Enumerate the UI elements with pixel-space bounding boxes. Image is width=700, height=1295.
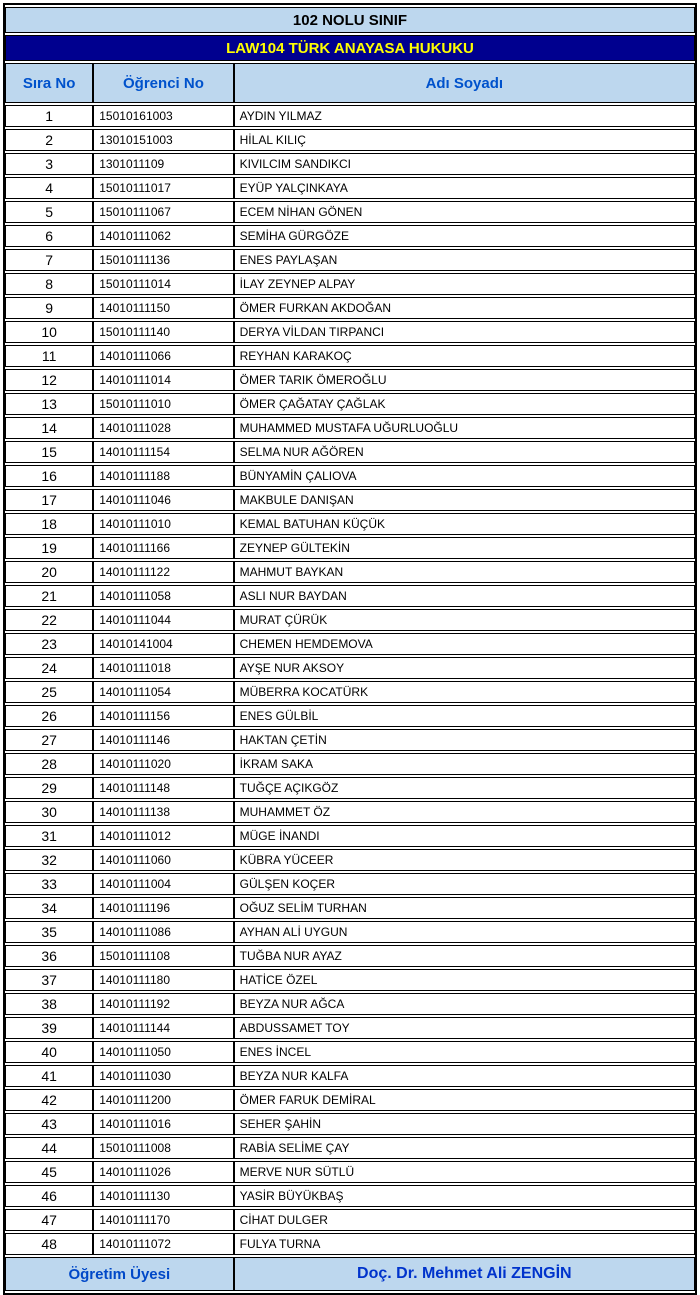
table-row (5, 513, 695, 535)
table-row (5, 561, 695, 583)
table-row (5, 417, 695, 439)
student-id: 14010141004 (93, 633, 233, 655)
student-id: 14010111192 (93, 993, 233, 1015)
student-id: 14010111200 (93, 1089, 233, 1111)
student-name: MÜBERRA KOCATÜRK (234, 681, 695, 703)
student-name: YASİR BÜYÜKBAŞ (234, 1185, 695, 1207)
table-row (5, 129, 695, 151)
student-id: 15010111140 (93, 321, 233, 343)
row-number: 4 (5, 177, 93, 199)
student-id: 14010111014 (93, 369, 233, 391)
student-id: 14010111012 (93, 825, 233, 847)
student-id: 14010111150 (93, 297, 233, 319)
table-row (5, 1065, 695, 1087)
student-id: 14010111138 (93, 801, 233, 823)
row-number: 48 (5, 1233, 93, 1255)
row-number: 28 (5, 753, 93, 775)
column-header-row (5, 63, 695, 103)
student-id: 14010111072 (93, 1233, 233, 1255)
row-number: 44 (5, 1137, 93, 1159)
student-id: 14010111146 (93, 729, 233, 751)
student-id: 14010111122 (93, 561, 233, 583)
table-row (5, 969, 695, 991)
student-name: ÖMER TARIK ÖMEROĞLU (234, 369, 695, 391)
student-id: 14010111154 (93, 441, 233, 463)
student-id: 14010111130 (93, 1185, 233, 1207)
table-row (5, 441, 695, 463)
student-id: 15010111014 (93, 273, 233, 295)
table-row (5, 465, 695, 487)
row-number: 39 (5, 1017, 93, 1039)
table-row (5, 201, 695, 223)
student-name: MUHAMMED MUSTAFA UĞURLUOĞLU (234, 417, 695, 439)
row-number: 13 (5, 393, 93, 415)
row-number: 5 (5, 201, 93, 223)
student-id: 14010111030 (93, 1065, 233, 1087)
table-row (5, 1161, 695, 1183)
student-name: ENES İNCEL (234, 1041, 695, 1063)
table-row (5, 1017, 695, 1039)
table-row (5, 657, 695, 679)
table-row (5, 273, 695, 295)
student-name: TUĞBA NUR AYAZ (234, 945, 695, 967)
row-number: 32 (5, 849, 93, 871)
row-number: 24 (5, 657, 93, 679)
student-name: FULYA TURNA (234, 1233, 695, 1255)
student-name: BÜNYAMİN ÇALIOVA (234, 465, 695, 487)
table-row (5, 849, 695, 871)
table-row (5, 321, 695, 343)
classroom-title: 102 NOLU SINIF (5, 7, 695, 33)
student-id: 14010111044 (93, 609, 233, 631)
student-id: 15010161003 (93, 105, 233, 127)
student-id: 15010111108 (93, 945, 233, 967)
student-id: 14010111196 (93, 897, 233, 919)
student-name: HATİCE ÖZEL (234, 969, 695, 991)
student-id: 14010111062 (93, 225, 233, 247)
table-row (5, 537, 695, 559)
student-name: MUHAMMET ÖZ (234, 801, 695, 823)
row-number: 6 (5, 225, 93, 247)
student-rows (5, 105, 695, 1255)
table-row (5, 729, 695, 751)
student-name: İLAY ZEYNEP ALPAY (234, 273, 695, 295)
student-id: 14010111144 (93, 1017, 233, 1039)
student-name: BEYZA NUR KALFA (234, 1065, 695, 1087)
row-number: 43 (5, 1113, 93, 1135)
row-number: 29 (5, 777, 93, 799)
student-name: SEMİHA GÜRGÖZE (234, 225, 695, 247)
student-id: 14010111060 (93, 849, 233, 871)
table-row (5, 1137, 695, 1159)
student-name: HAKTAN ÇETİN (234, 729, 695, 751)
row-number: 45 (5, 1161, 93, 1183)
student-name: ENES GÜLBİL (234, 705, 695, 727)
table-row (5, 1041, 695, 1063)
row-number: 41 (5, 1065, 93, 1087)
row-number: 11 (5, 345, 93, 367)
row-number: 34 (5, 897, 93, 919)
row-number: 27 (5, 729, 93, 751)
class-roster-table (3, 3, 697, 1295)
student-id: 14010111020 (93, 753, 233, 775)
student-name: ECEM NİHAN GÖNEN (234, 201, 695, 223)
student-id: 14010111170 (93, 1209, 233, 1231)
table-row (5, 585, 695, 607)
student-name: MURAT ÇÜRÜK (234, 609, 695, 631)
row-number: 40 (5, 1041, 93, 1063)
course-title: LAW104 TÜRK ANAYASA HUKUKU (5, 35, 695, 61)
student-id: 14010111156 (93, 705, 233, 727)
table-row (5, 921, 695, 943)
student-name: SEHER ŞAHİN (234, 1113, 695, 1135)
student-id: 14010111058 (93, 585, 233, 607)
student-id: 14010111046 (93, 489, 233, 511)
student-name: ZEYNEP GÜLTEKİN (234, 537, 695, 559)
classroom-title-row (5, 7, 695, 33)
student-name: HİLAL KILIÇ (234, 129, 695, 151)
row-number: 38 (5, 993, 93, 1015)
student-id: 15010111067 (93, 201, 233, 223)
student-name: REYHAN KARAKOÇ (234, 345, 695, 367)
student-name: ENES PAYLAŞAN (234, 249, 695, 271)
row-number: 3 (5, 153, 93, 175)
student-name: DERYA VİLDAN TIRPANCI (234, 321, 695, 343)
table-row (5, 945, 695, 967)
row-number: 18 (5, 513, 93, 535)
student-name: OĞUZ SELİM TURHAN (234, 897, 695, 919)
student-name: EYÜP YALÇINKAYA (234, 177, 695, 199)
table-row (5, 1209, 695, 1231)
row-number: 2 (5, 129, 93, 151)
row-number: 36 (5, 945, 93, 967)
row-number: 7 (5, 249, 93, 271)
student-name: MÜGE İNANDI (234, 825, 695, 847)
row-number: 9 (5, 297, 93, 319)
student-id: 14010111018 (93, 657, 233, 679)
table-row (5, 873, 695, 895)
student-name: ÖMER FARUK DEMİRAL (234, 1089, 695, 1111)
student-name: MAHMUT BAYKAN (234, 561, 695, 583)
student-name: TUĞÇE AÇIKGÖZ (234, 777, 695, 799)
table-row (5, 369, 695, 391)
student-id: 14010111054 (93, 681, 233, 703)
column-header-sira-no: Sıra No (5, 63, 93, 103)
table-row (5, 153, 695, 175)
student-name: AYDIN YILMAZ (234, 105, 695, 127)
row-number: 23 (5, 633, 93, 655)
row-number: 47 (5, 1209, 93, 1231)
table-row (5, 993, 695, 1015)
row-number: 8 (5, 273, 93, 295)
table-row (5, 249, 695, 271)
student-name: ABDUSSAMET TOY (234, 1017, 695, 1039)
row-number: 30 (5, 801, 93, 823)
row-number: 35 (5, 921, 93, 943)
row-number: 26 (5, 705, 93, 727)
student-id: 14010111028 (93, 417, 233, 439)
table-row (5, 105, 695, 127)
row-number: 1 (5, 105, 93, 127)
column-header-ogrenci-no: Öğrenci No (93, 63, 233, 103)
student-id: 14010111050 (93, 1041, 233, 1063)
row-number: 14 (5, 417, 93, 439)
student-name: KIVILCIM SANDIKCI (234, 153, 695, 175)
student-id: 14010111086 (93, 921, 233, 943)
column-header-adi-soyadi: Adı Soyadı (234, 63, 695, 103)
student-name: CHEMEN HEMDEMOVA (234, 633, 695, 655)
table-row (5, 801, 695, 823)
row-number: 17 (5, 489, 93, 511)
table-row (5, 825, 695, 847)
row-number: 46 (5, 1185, 93, 1207)
row-number: 12 (5, 369, 93, 391)
table-row (5, 177, 695, 199)
student-name: AYŞE NUR AKSOY (234, 657, 695, 679)
student-id: 1301011109 (93, 153, 233, 175)
student-id: 15010111136 (93, 249, 233, 271)
row-number: 16 (5, 465, 93, 487)
table-row (5, 705, 695, 727)
student-id: 15010111008 (93, 1137, 233, 1159)
table-row (5, 633, 695, 655)
table-row (5, 609, 695, 631)
table-row (5, 1089, 695, 1111)
table-row (5, 1233, 695, 1255)
row-number: 15 (5, 441, 93, 463)
student-name: BEYZA NUR AĞCA (234, 993, 695, 1015)
student-id: 14010111148 (93, 777, 233, 799)
student-id: 13010151003 (93, 129, 233, 151)
footer-row (5, 1257, 695, 1291)
table-row (5, 897, 695, 919)
student-id: 15010111010 (93, 393, 233, 415)
student-name: ASLI NUR BAYDAN (234, 585, 695, 607)
student-id: 14010111180 (93, 969, 233, 991)
student-id: 15010111017 (93, 177, 233, 199)
student-name: ÖMER ÇAĞATAY ÇAĞLAK (234, 393, 695, 415)
row-number: 10 (5, 321, 93, 343)
student-id: 14010111166 (93, 537, 233, 559)
student-id: 14010111066 (93, 345, 233, 367)
student-name: MERVE NUR SÜTLÜ (234, 1161, 695, 1183)
student-name: GÜLŞEN KOÇER (234, 873, 695, 895)
student-id: 14010111188 (93, 465, 233, 487)
student-name: İKRAM SAKA (234, 753, 695, 775)
table-row (5, 393, 695, 415)
student-name: AYHAN ALİ UYGUN (234, 921, 695, 943)
row-number: 25 (5, 681, 93, 703)
student-name: MAKBULE DANIŞAN (234, 489, 695, 511)
table-row (5, 489, 695, 511)
student-id: 14010111010 (93, 513, 233, 535)
instructor-label: Öğretim Üyesi (5, 1257, 234, 1291)
instructor-name: Doç. Dr. Mehmet Ali ZENGİN (234, 1257, 695, 1291)
table-row (5, 345, 695, 367)
table-row (5, 753, 695, 775)
row-number: 42 (5, 1089, 93, 1111)
table-row (5, 681, 695, 703)
student-id: 14010111026 (93, 1161, 233, 1183)
row-number: 22 (5, 609, 93, 631)
course-title-row (5, 35, 695, 61)
student-name: CİHAT DULGER (234, 1209, 695, 1231)
table-row (5, 297, 695, 319)
table-row (5, 1185, 695, 1207)
table-row (5, 777, 695, 799)
table-row (5, 1113, 695, 1135)
row-number: 19 (5, 537, 93, 559)
table-row (5, 225, 695, 247)
row-number: 31 (5, 825, 93, 847)
student-name: SELMA NUR AĞÖREN (234, 441, 695, 463)
student-name: KEMAL BATUHAN KÜÇÜK (234, 513, 695, 535)
student-name: KÜBRA YÜCEER (234, 849, 695, 871)
student-id: 14010111004 (93, 873, 233, 895)
row-number: 33 (5, 873, 93, 895)
student-id: 14010111016 (93, 1113, 233, 1135)
row-number: 20 (5, 561, 93, 583)
row-number: 21 (5, 585, 93, 607)
student-name: ÖMER FURKAN AKDOĞAN (234, 297, 695, 319)
student-name: RABİA SELİME ÇAY (234, 1137, 695, 1159)
row-number: 37 (5, 969, 93, 991)
